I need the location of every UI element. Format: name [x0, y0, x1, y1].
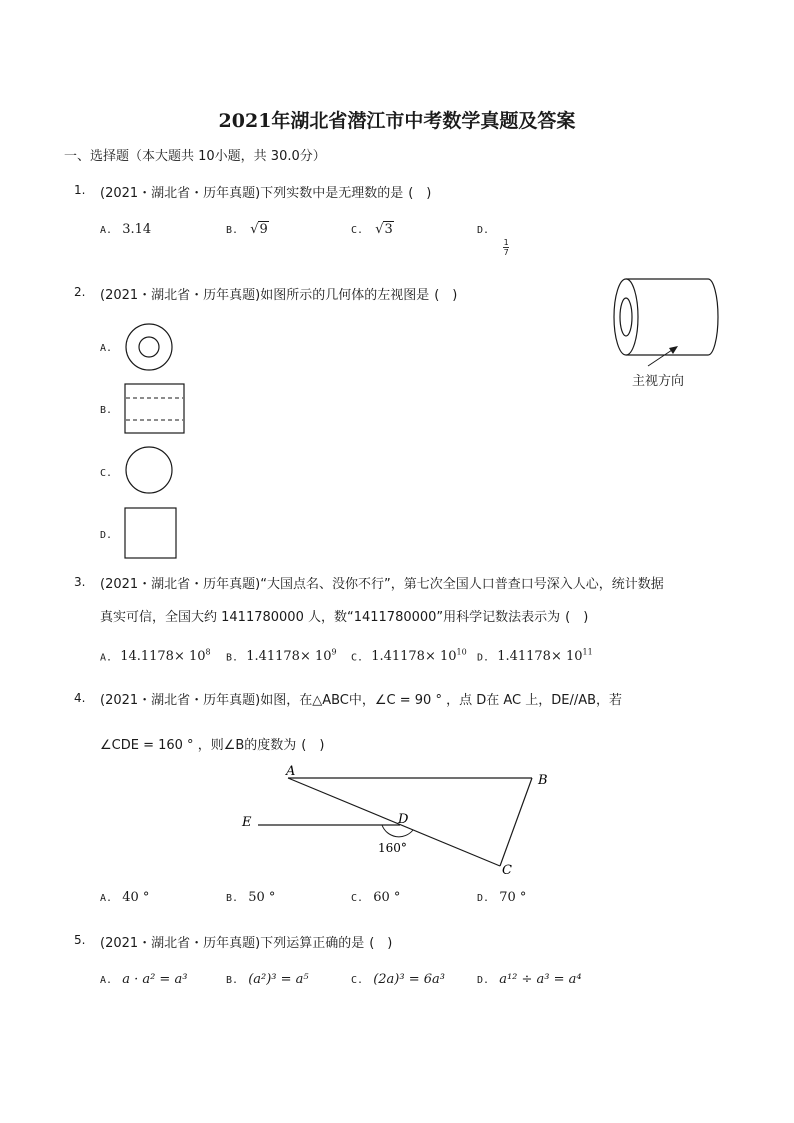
answer-blank[interactable]: ( ) — [434, 288, 458, 303]
option-a[interactable]: A. a · a² = a³ — [100, 972, 188, 987]
angle-label: 160° — [378, 841, 407, 855]
option-a[interactable]: A. — [100, 343, 113, 354]
option-d[interactable]: D. $1.41178\times 10^{11}$ — [477, 648, 593, 665]
circle-view-icon[interactable] — [124, 445, 174, 495]
option-b[interactable]: B. $1.41178\times 10^9$ — [226, 648, 337, 665]
label-d: D — [398, 812, 409, 827]
option-a[interactable]: A. $14.1178\times 10^8$ — [100, 648, 211, 665]
option-c[interactable]: C. (2a)³ = 6a³ — [351, 972, 445, 987]
option-d[interactable]: D. — [100, 530, 113, 541]
option-b[interactable]: B. — [100, 405, 113, 416]
option-c[interactable]: C. √3 — [351, 222, 393, 237]
question-stem: (2021・湖北省・历年真题)如图所示的几何体的左视图是 ( ) — [100, 283, 460, 304]
label-c: C — [502, 863, 512, 878]
figure-label: 主视方向 — [632, 374, 685, 389]
question-number: 5. — [74, 933, 86, 947]
question-stem-line2: 真实可信，全国大约 1411780000 人，数“1411780000”用科学记数法表示为 ( ) — [100, 605, 591, 626]
question-number: 1. — [74, 183, 86, 197]
question-number: 3. — [74, 575, 86, 589]
question-stem-line2: ∠CDE = 160 ° ，则∠B的度数为 ( ) — [100, 733, 327, 754]
fraction-one-seventh: $\frac{1}{7}$ — [503, 238, 509, 257]
option-a[interactable]: A. 3.14 — [100, 222, 152, 237]
label-e: E — [242, 815, 252, 830]
option-c[interactable]: C. — [100, 468, 113, 479]
option-c[interactable]: C. 60 ° — [351, 890, 401, 905]
option-b[interactable]: B. (a²)³ = a⁵ — [226, 972, 309, 987]
question-stem: (2021・湖北省・历年真题)下列实数中是无理数的是 ( ) — [100, 181, 434, 202]
section-heading: 一、选择题（本大题共 10小题，共 30.0分） — [64, 149, 326, 164]
answer-blank[interactable]: ( ) — [408, 186, 432, 201]
label-b: B — [538, 773, 548, 788]
answer-blank[interactable]: ( ) — [565, 610, 589, 625]
question-stem-line1: (2021・湖北省・历年真题)“大国点名、没你不行”，第七次全国人口普查口号深入人心，统计数据 — [100, 577, 664, 592]
triangle-figure — [236, 762, 556, 880]
page-title: 2021年湖北省潜江市中考数学真题及答案 — [218, 110, 576, 132]
option-d[interactable]: D. a¹² ÷ a³ = a⁴ — [477, 972, 582, 987]
label-a: A — [286, 764, 296, 779]
option-d[interactable]: D. 70 ° — [477, 890, 527, 905]
option-b[interactable]: B. √9 — [226, 222, 268, 237]
answer-blank[interactable]: ( ) — [369, 936, 393, 951]
option-a[interactable]: A. 40 ° — [100, 890, 150, 905]
question-number: 4. — [74, 691, 86, 705]
dashed-rectangle-view-icon[interactable] — [124, 383, 186, 435]
question-number: 2. — [74, 285, 86, 299]
square-view-icon[interactable] — [124, 507, 178, 559]
sqrt-9: √9 — [250, 222, 268, 237]
sqrt-3: √3 — [375, 222, 393, 237]
question-stem: (2021・湖北省・历年真题)下列运算正确的是 ( ) — [100, 931, 395, 952]
option-d[interactable]: D. $\frac{1}{7}$ — [477, 225, 509, 257]
answer-blank[interactable]: ( ) — [301, 738, 325, 753]
option-c[interactable]: C. $1.41178\times 10^{10}$ — [351, 648, 467, 665]
ring-view-icon[interactable] — [124, 322, 174, 372]
option-b[interactable]: B. 50 ° — [226, 890, 276, 905]
question-stem-line1: (2021・湖北省・历年真题)如图，在△ABC中，∠C = 90 ° ，点 D在 AC 上，DE//AB，若 — [100, 693, 623, 708]
